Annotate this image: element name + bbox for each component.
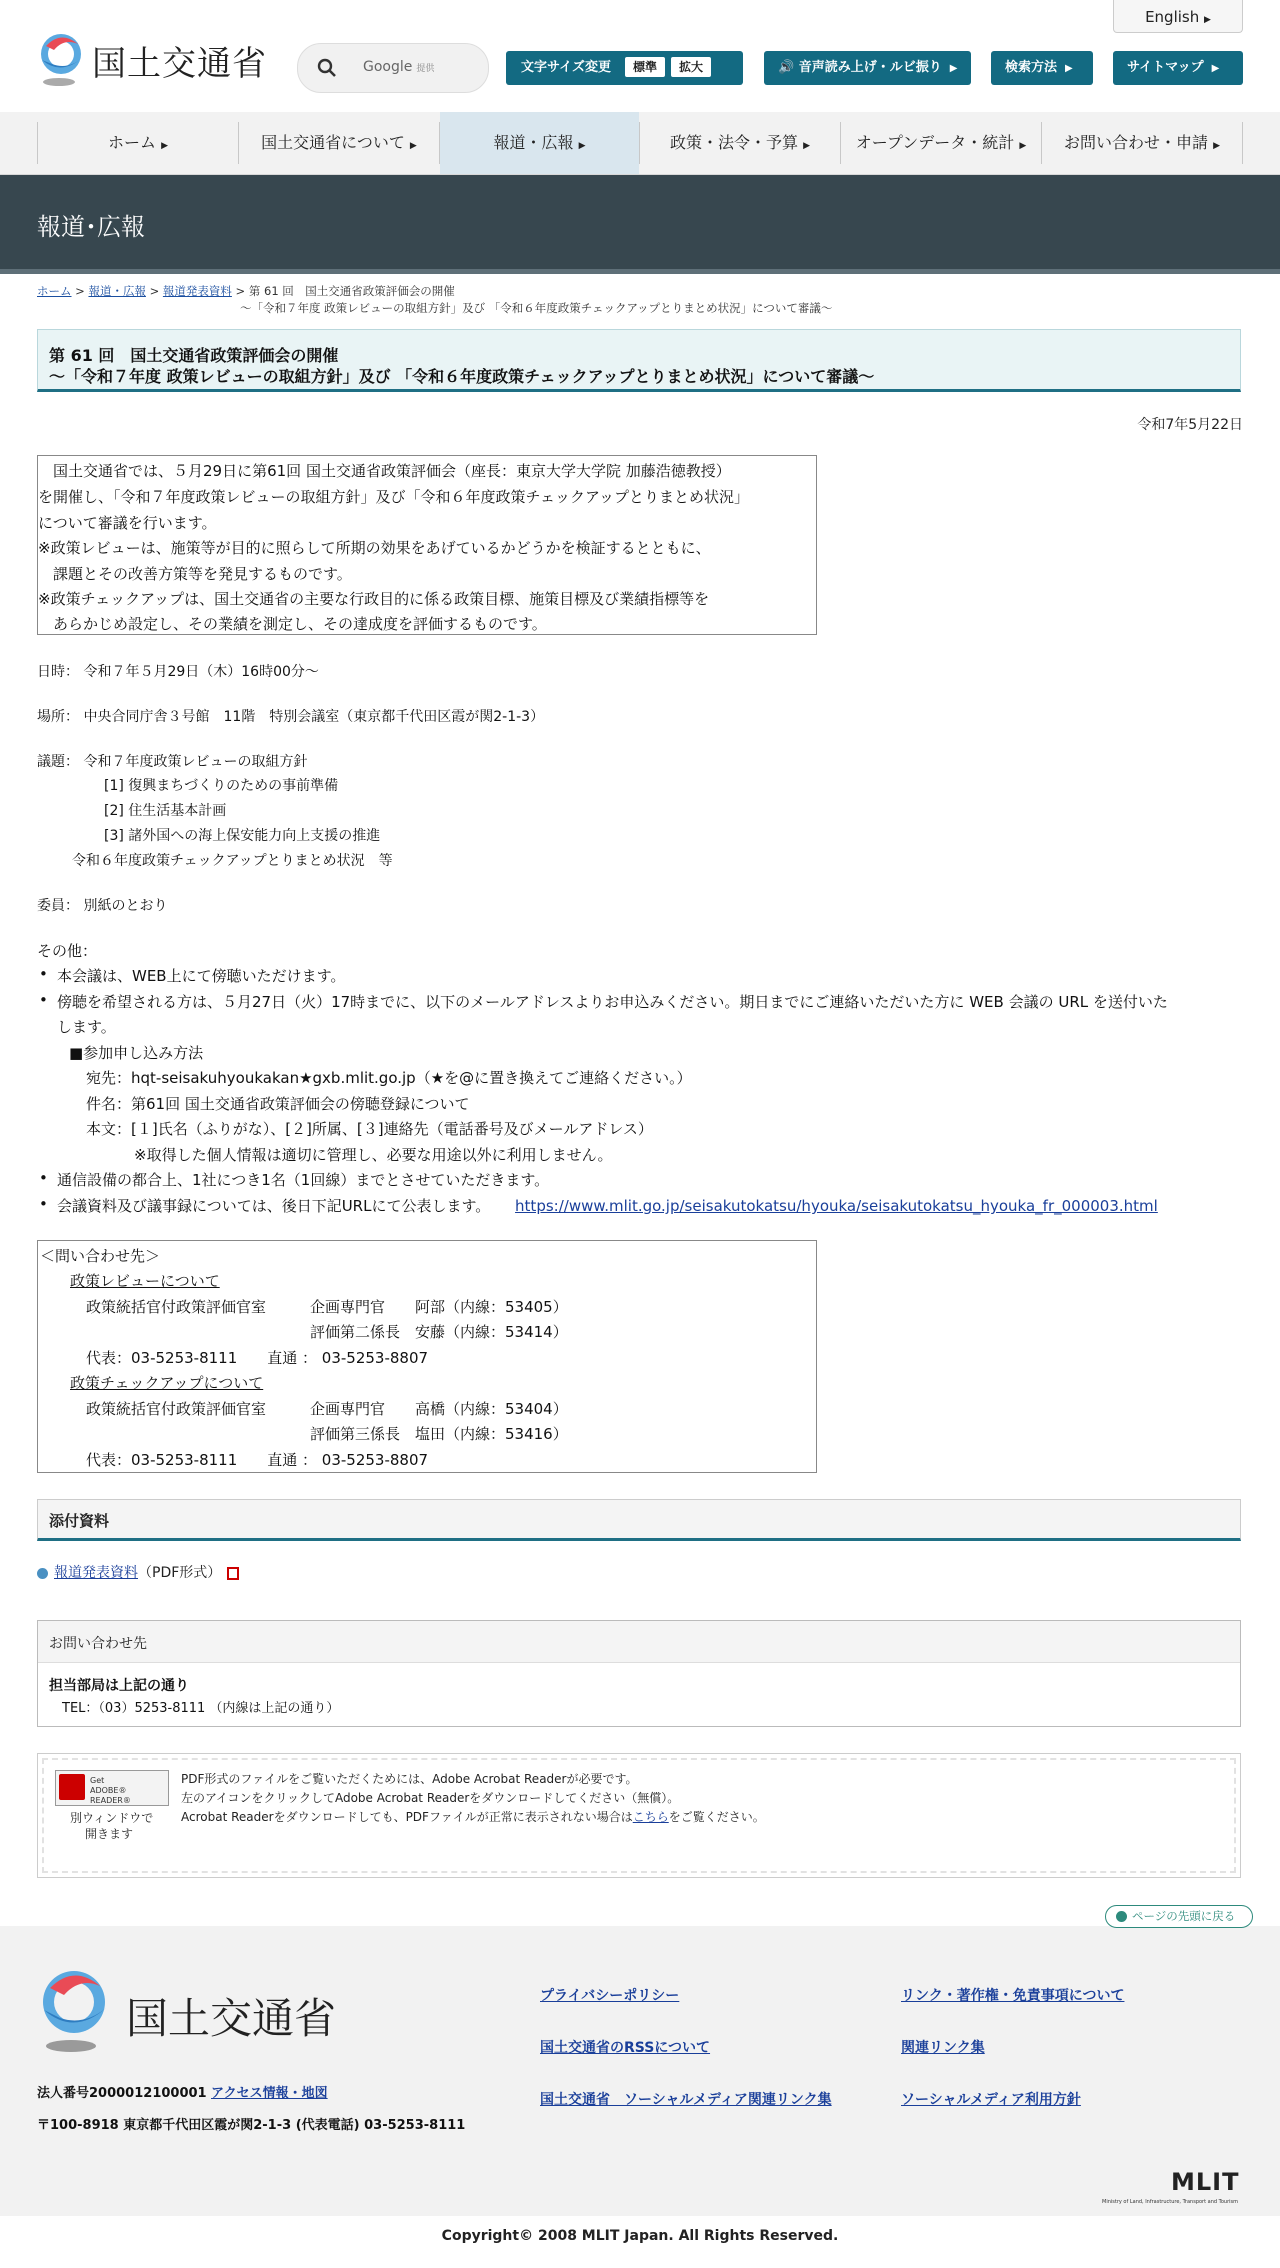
nav-label: お問い合わせ・申請 (1063, 133, 1208, 152)
breadcrumb: ホーム > 報道・広報 > 報道発表資料 > 第 61 回 国土交通省政策評価会の開催 ～「令和７年度 政策レビューの取組方針」及び 「令和６年度政策チェックアップとりまとめ状況」について審議～ (37, 284, 833, 315)
corporate-number: 法人番号2000012100001 (37, 2086, 207, 2101)
chevron-right-icon: ▶ (949, 63, 958, 74)
chevron-right-icon: ▶ (409, 141, 417, 151)
other-heading: その他： (37, 942, 98, 960)
apply-subject: 件名：第61回 国土交通省政策評価会の傍聴登録について (86, 1095, 470, 1113)
back-to-top-button[interactable] (1105, 1905, 1253, 1928)
adobe-badge-line2: ADOBE® READER® (90, 1786, 131, 1805)
site-logo[interactable] (36, 32, 266, 88)
attachment-link[interactable]: 報道発表資料 (54, 1565, 138, 1581)
section-band (0, 175, 1280, 274)
search-provided: 提供 (416, 64, 435, 74)
search-method-button[interactable] (991, 51, 1093, 85)
breadcrumb-current-sub: ～「令和７年度 政策レビューの取組方針」及び 「令和６年度政策チェックアップとりまとめ状況」について審議～ (240, 301, 833, 315)
access-link[interactable]: アクセス情報・地図 (211, 2086, 328, 2101)
font-size-control (506, 51, 743, 85)
nav-label: 政策・法令・予算 (669, 133, 798, 152)
chevron-right-icon: ▶ (578, 141, 586, 151)
apply-note: ※取得した個人情報は適切に管理し、必要な用途以外に利用しません。 (134, 1146, 613, 1164)
page-subtitle: ～「令和７年度 政策レビューの取組方針」及び 「令和６年度政策チェックアップとりまとめ状況」について審議～ (49, 367, 875, 386)
nav-label: オープンデータ・統計 (855, 133, 1015, 152)
acrobat-text (181, 1808, 765, 1825)
footer-link-related[interactable]: 関連リンク集 (901, 2040, 985, 2056)
release-date: 令和7年5月22日 (1137, 417, 1243, 433)
speaker-icon: 🔊 (778, 60, 795, 75)
nav-item-policy[interactable] (640, 112, 840, 174)
font-large-button[interactable]: 拡大 (671, 57, 711, 77)
footer-logo-text: 国土交通省 (126, 1994, 337, 2043)
mlit-subtitle: Ministry of Land, Infrastructure, Transport and Tourism (1102, 2199, 1239, 2205)
attachment-format: （PDF形式） (138, 1565, 222, 1581)
english-label: English (1145, 8, 1200, 26)
nav-label: 報道・広報 (493, 133, 574, 152)
contact-review-tel: 代表：03-5253-8111 直通 ： 03-5253-8807 (86, 1349, 429, 1367)
new-window-note: 別ウィンドウで (70, 1811, 154, 1825)
contact-box (37, 1240, 817, 1473)
summary-line: 国土交通省では、５月29日に第61回 国土交通省政策評価会（座長：東京大学大学院 加藤浩徳教授） (38, 462, 731, 480)
ministry-emblem-icon (36, 1968, 116, 2054)
contact-check-title (70, 1372, 263, 1393)
acrobat-text-part: をご覧ください。 (668, 1810, 765, 1824)
acrobat-text: 左のアイコンをクリックしてAdobe Acrobat Readerをダウンロードしてください（無償）。 (181, 1791, 680, 1805)
summary-line: について審議を行います。 (38, 514, 217, 532)
footer-address: 〒100-8918 東京都千代田区霞が関2-1-3 (代表電話) 03-5253-8111 (37, 2118, 466, 2133)
inquiry-title: お問い合わせ先 (49, 1636, 147, 1652)
nav-item-press[interactable] (440, 112, 639, 174)
english-button[interactable] (1113, 0, 1243, 33)
attachments-title: 添付資料 (49, 1512, 110, 1530)
nav-item-contact[interactable] (1042, 112, 1242, 174)
nav-label: ホーム (107, 133, 156, 152)
other-item (57, 1195, 1158, 1216)
agenda-item: [3] 諸外国への海上保安能力向上支援の推進 (104, 828, 381, 844)
inquiry-dept: 担当部局は上記の通り (49, 1678, 189, 1694)
chevron-right-icon: ▶ (1019, 141, 1027, 151)
footer-link-social[interactable]: 国土交通省 ソーシャルメディア関連リンク集 (540, 2092, 832, 2108)
breadcrumb-current: 第 61 回 国土交通省政策評価会の開催 (248, 284, 455, 298)
breadcrumb-release[interactable]: 報道発表資料 (162, 284, 232, 298)
agenda-item: 令和６年度政策チェックアップとりまとめ状況 等 (72, 853, 393, 869)
minutes-url-link[interactable]: https://www.mlit.go.jp/seisakutokatsu/hyouka/seisakutokatsu_hyouka_fr_000003.html (515, 1197, 1158, 1215)
search-brand: Google (363, 59, 413, 75)
apply-heading: ■参加申し込み方法 (69, 1044, 204, 1062)
apply-body: 本文：[１]氏名（ふりがな）、[２]所属、[３]連絡先（電話番号及びメールアドレス） (86, 1120, 653, 1138)
inquiry-tel: TEL：（03）5253-8111 （内線は上記の通り） (62, 1701, 340, 1716)
search-icon[interactable] (316, 57, 338, 79)
chevron-right-icon: ▶ (1213, 141, 1221, 151)
agenda-heading: 議題： 令和７年度政策レビューの取組方針 (37, 754, 308, 770)
site-header (0, 0, 1280, 113)
inquiry-box (37, 1620, 1241, 1727)
back-to-top-label: ページの先頭に戻る (1132, 1909, 1236, 1923)
chevron-right-icon: ▶ (1204, 15, 1211, 25)
acrobat-text-part: Acrobat Readerをダウンロードしても、PDFファイルが正常に表示されない場合は (181, 1810, 633, 1824)
inquiry-header (38, 1621, 1240, 1663)
contact-check-tel: 代表：03-5253-8111 直通 ： 03-5253-8807 (86, 1451, 429, 1469)
logo-text: 国土交通省 (92, 44, 267, 84)
summary-line: を開催し、「令和７年度政策レビューの取組方針」及び「令和６年度政策チェックアップとりまとめ状況」 (38, 488, 750, 506)
contact-check-title-text: 政策チェックアップについて (70, 1374, 264, 1392)
chevron-right-icon: ▶ (1065, 63, 1073, 74)
summary-line: ※政策チェックアップは、国土交通省の主要な行政目的に係る政策目標、施策目標及び業績指標等を (38, 590, 710, 608)
contact-review-title-text: 政策レビューについて (70, 1272, 220, 1290)
chevron-right-icon: ▶ (161, 141, 169, 151)
acrobat-help-link[interactable]: こちら (632, 1810, 669, 1824)
breadcrumb-home[interactable]: ホーム (37, 284, 72, 298)
contact-review-person: 評価第二係長 安藤（内線：53414） (310, 1323, 568, 1341)
font-size-label: 文字サイズ変更 (521, 60, 611, 75)
adobe-icon (59, 1774, 85, 1800)
other-item-text: 会議資料及び議事録については、後日下記URLにて公表します。 (57, 1197, 491, 1215)
search-box[interactable] (297, 43, 489, 93)
other-item: • 通信設備の都合上、1社につき1名（1回線）までとさせていただきます。 (57, 1169, 549, 1190)
contact-check-person: 評価第三係長 塩田（内線：53416） (310, 1425, 568, 1443)
ministry-emblem-icon (36, 32, 90, 88)
contact-check-org: 政策統括官付政策評価官室 (86, 1400, 267, 1418)
font-standard-button[interactable]: 標準 (625, 57, 665, 77)
contact-heading: ＜問い合わせ先＞ (40, 1247, 161, 1265)
other-item: • 傍聴を希望される方は、５月27日（火）17時までに、以下のメールアドレスよりお申込みください。期日までにご連絡いただいた方に WEB 会議の URL を送付いた (57, 991, 1168, 1012)
other-item-cont: します。 (57, 1018, 116, 1036)
summary-line: あらかじめ設定し、その業績を測定し、その達成度を評価するものです。 (38, 615, 547, 633)
footer-link-copyright[interactable]: リンク・著作権・免責事項について (901, 1988, 1125, 2004)
page-title: 第 61 回 国土交通省政策評価会の開催 (49, 346, 339, 365)
summary-line: 課題とその改善方策等を発見するものです。 (38, 565, 352, 583)
nav-divider (1242, 122, 1243, 164)
section-title: 報道･広報 (37, 213, 145, 241)
sitemap-label: サイトマップ (1127, 60, 1204, 75)
meeting-place: 場所： 中央合同庁舎３号館 11階 特別会議室（東京都千代田区霞が関2-1-3） (37, 709, 545, 725)
nav-item-open-data[interactable] (841, 112, 1041, 174)
acrobat-text: PDF形式のファイルをご覧いただくためには、Adobe Acrobat Readerが必要です。 (181, 1772, 638, 1786)
chevron-right-icon: ▶ (803, 141, 811, 151)
sitemap-button[interactable] (1113, 51, 1243, 85)
contact-review-person: 企画専門官 阿部（内線：53405） (310, 1298, 568, 1316)
apply-to: 宛先：hqt-seisakuhyoukakan★gxb.mlit.go.jp（★を@に置き換えてご連絡ください。） (86, 1069, 692, 1087)
mlit-wordmark: MLIT (1171, 2168, 1240, 2196)
footer-link-social-policy[interactable]: ソーシャルメディア利用方針 (901, 2092, 1081, 2108)
adobe-badge-text (90, 1776, 168, 1806)
arrow-up-icon (1116, 1911, 1127, 1922)
agenda-item: [2] 住生活基本計画 (104, 803, 227, 819)
pdf-icon (227, 1567, 239, 1580)
meeting-datetime: 日時： 令和７年５月29日（木）16時00分～ (37, 664, 319, 680)
copyright: Copyright© 2008 MLIT Japan. All Rights Reserved. (0, 2216, 1280, 2268)
page-title-box (37, 329, 1241, 392)
summary-box (37, 455, 817, 635)
nav-item-about[interactable] (239, 112, 439, 174)
adobe-badge-line1: Get (90, 1776, 105, 1785)
contact-check-person: 企画専門官 高橋（内線：53404） (310, 1400, 568, 1418)
summary-line: ※政策レビューは、施策等が目的に照らして所期の効果をあげているかどうかを検証するとともに、 (38, 539, 711, 557)
read-aloud-button[interactable] (764, 51, 971, 85)
other-item: • 本会議は、WEB上にて傍聴いただけます。 (57, 965, 345, 986)
attachments-header (37, 1499, 1241, 1541)
new-window-note: 開きます (85, 1827, 134, 1841)
footer-logo[interactable] (36, 1968, 336, 2058)
search-method-label: 検索方法 (1005, 60, 1058, 75)
nav-label: 国土交通省について (261, 133, 405, 152)
breadcrumb-press[interactable]: 報道・広報 (88, 284, 146, 298)
read-aloud-label: 音声読み上げ・ルビ振り (798, 60, 942, 75)
meeting-members: 委員： 別紙のとおり (37, 898, 168, 914)
search-input[interactable] (363, 59, 434, 75)
bullet-arrow-icon (37, 1568, 48, 1579)
acrobat-notice (37, 1753, 1241, 1878)
contact-review-title (70, 1270, 220, 1291)
contact-review-org: 政策統括官付政策評価官室 (86, 1298, 267, 1316)
footer-link-privacy[interactable]: プライバシーポリシー (540, 1988, 680, 2004)
global-nav (0, 112, 1280, 175)
footer-link-rss[interactable]: 国土交通省のRSSについて (540, 2040, 711, 2056)
agenda-item: [1] 復興まちづくりのための事前準備 (104, 778, 339, 794)
chevron-right-icon: ▶ (1211, 63, 1220, 74)
nav-item-home[interactable] (38, 112, 238, 174)
site-footer (0, 1926, 1280, 2216)
get-adobe-reader-button[interactable] (55, 1770, 169, 1806)
attachment-item (37, 1562, 239, 1582)
